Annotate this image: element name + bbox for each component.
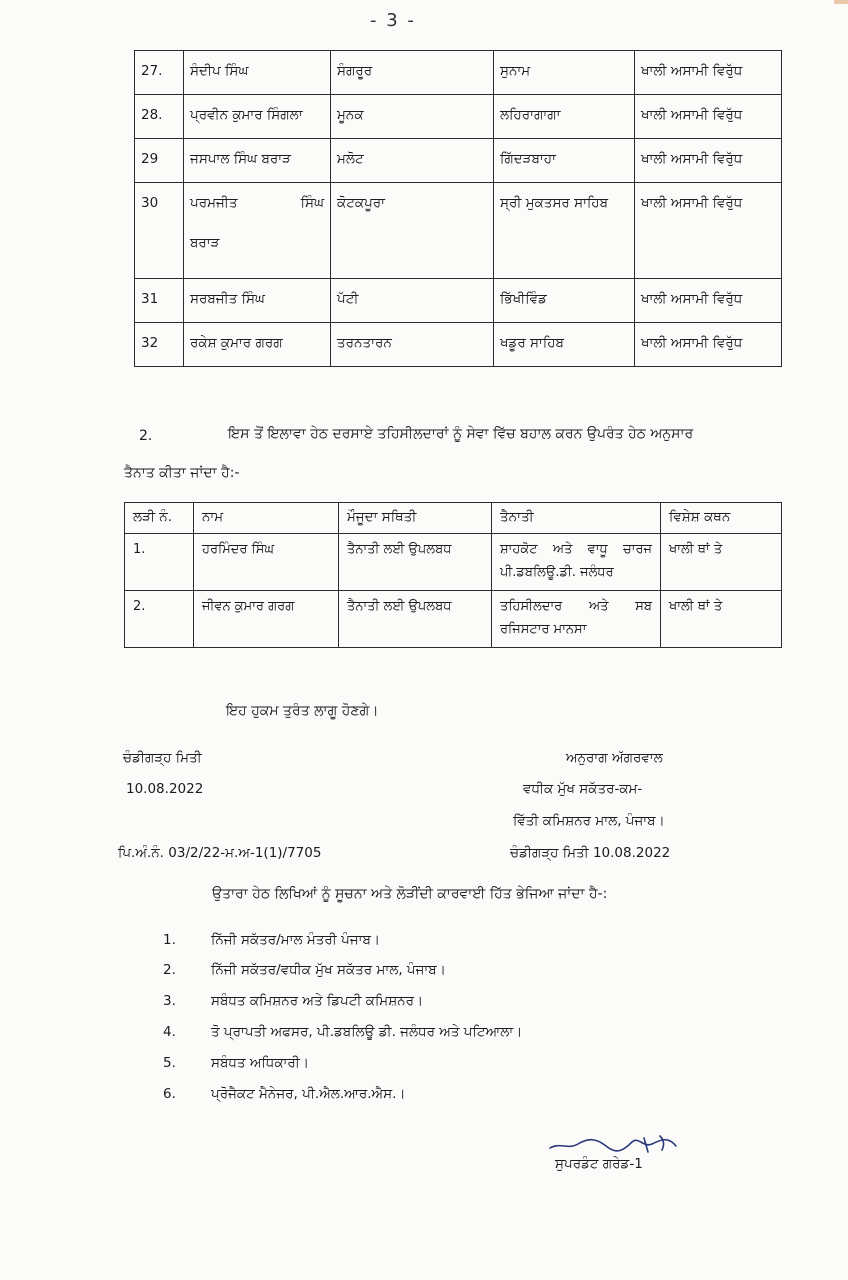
list-item xyxy=(163,932,380,948)
endorsement-number: ਪਿ.ਅੰ.ਨੰ. 03/2/22-ਮ.ਅ-1(1)/7705 xyxy=(118,845,322,861)
posting-word: ਸਬ xyxy=(635,599,652,614)
cell-remark: ਖਾਲੀ ਥਾਂ ਤੇ xyxy=(661,591,782,648)
header-posting: ਤੈਨਾਤੀ xyxy=(492,503,661,534)
cell-num: 30 xyxy=(135,183,184,279)
list-number: 3. xyxy=(163,993,176,1009)
list-item xyxy=(163,1086,405,1102)
list-item xyxy=(163,993,423,1009)
cell-name: ਸਰਬਜੀਤ ਸਿੰਘ xyxy=(184,279,331,323)
header-name: ਨਾਮ xyxy=(194,503,339,534)
cell-remark: ਖਾਲੀ ਅਸਾਮੀ ਵਿਰੁੱਧ xyxy=(635,279,782,323)
cell-num: 32 xyxy=(135,323,184,367)
posting-word: ਵਾਧੂ xyxy=(587,542,608,557)
cell-to: ਸ੍ਰੀ ਮੁਕਤਸਰ ਸਾਹਿਬ xyxy=(494,183,635,279)
cell-status: ਤੈਨਾਤੀ ਲਈ ਉਪਲਬਧ xyxy=(339,534,492,591)
table-header-row xyxy=(125,503,782,534)
cell-name: ਜੀਵਨ ਕੁਮਾਰ ਗਰਗ xyxy=(194,591,339,648)
list-text: ਨਿੱਜੀ ਸਕੱਤਰ/ਵਧੀਕ ਮੁੱਖ ਸਕੱਤਰ ਮਾਲ, ਪੰਜਾਬ। xyxy=(211,962,446,978)
posting-word: ਅਤੇ xyxy=(552,542,573,557)
list-text: ਨਿੱਜੀ ਸਕੱਤਰ/ਮਾਲ ਮੰਤਰੀ ਪੰਜਾਬ। xyxy=(211,932,381,948)
list-number: 1. xyxy=(163,932,176,948)
table-row xyxy=(135,51,782,95)
copy-intro: ਉਤਾਰਾ ਹੇਠ ਲਿਖਿਆਂ ਨੂੰ ਸੂਚਨਾ ਅਤੇ ਲੋੜੀਂਦੀ ਕਾਰਵਾਈ ਹਿੱਤ ਭੇਜਿਆ ਜਾਂਦਾ ਹੈ-: xyxy=(212,886,608,902)
order-date: 10.08.2022 xyxy=(126,781,204,797)
cell-remark: ਖਾਲੀ ਅਸਾਮੀ ਵਿਰੁੱਧ xyxy=(635,51,782,95)
handwritten-signature xyxy=(548,1132,688,1158)
cell-name: ਰਕੇਸ਼ ਕੁਮਾਰ ਗਰਗ xyxy=(184,323,331,367)
cell-to: ਸੁਨਾਮ xyxy=(494,51,635,95)
cell-name: ਸੰਦੀਪ ਸਿੰਘ xyxy=(184,51,331,95)
cell-name: ਜਸਪਾਲ ਸਿੰਘ ਬਰਾੜ xyxy=(184,139,331,183)
page-number: - 3 - xyxy=(370,10,416,31)
list-text: ਤੋ ਪ੍ਰਾਪਤੀ ਅਫਸਰ, ਪੀ.ਡਬਲਿਊ ਡੀ. ਜਲੰਧਰ ਅਤੇ ਪਟਿਆਲਾ। xyxy=(211,1024,523,1040)
table-row xyxy=(125,534,782,591)
cell-status: ਤੈਨਾਤੀ ਲਈ ਉਪਲਬਧ xyxy=(339,591,492,648)
cell-remark: ਖਾਲੀ ਅਸਾਮੀ ਵਿਰੁੱਧ xyxy=(635,323,782,367)
list-number: 6. xyxy=(163,1086,176,1102)
list-number: 5. xyxy=(163,1055,176,1071)
posting-word: ਅਤੇ xyxy=(588,599,609,614)
table-row xyxy=(125,591,782,648)
cell-posting xyxy=(492,591,661,648)
table-row xyxy=(135,183,782,279)
list-number: 2. xyxy=(163,962,176,978)
cell-from: ਸੰਗਰੂਰ xyxy=(331,51,494,95)
cell-remark: ਖਾਲੀ ਅਸਾਮੀ ਵਿਰੁੱਧ xyxy=(635,95,782,139)
cell-num: 29 xyxy=(135,139,184,183)
signatory-name: ਅਨੁਰਾਗ ਅੱਗਰਵਾਲ xyxy=(566,750,663,766)
cell-to: ਭਿੱਖੀਵਿੰਡ xyxy=(494,279,635,323)
table-row xyxy=(135,323,782,367)
transfer-table xyxy=(134,50,782,367)
cell-remark: ਖਾਲੀ ਅਸਾਮੀ ਵਿਰੁੱਧ xyxy=(635,183,782,279)
cell-num: 2. xyxy=(125,591,194,648)
paragraph-line-2: ਤੈਨਾਤ ਕੀਤਾ ਜਾਂਦਾ ਹੈ:- xyxy=(124,465,240,481)
header-status: ਮੌਜੂਦਾ ਸਥਿਤੀ xyxy=(339,503,492,534)
cell-name: ਹਰਮਿੰਦਰ ਸਿੰਘ xyxy=(194,534,339,591)
place-label: ਚੰਡੀਗੜ੍ਹ ਮਿਤੀ xyxy=(123,750,202,766)
list-item xyxy=(163,1055,309,1071)
name-part: ਸਿੰਘ xyxy=(300,195,324,211)
header-remark: ਵਿਸ਼ੇਸ਼ ਕਥਨ xyxy=(661,503,782,534)
cell-to: ਗਿੱਦੜਬਾਹਾ xyxy=(494,139,635,183)
superintendent-designation: ਸੁਪਰਡੰਟ ਗਰੇਡ-1 xyxy=(555,1156,643,1172)
posting-line-1 xyxy=(500,599,652,614)
list-text: ਪ੍ਰੋਜੈਕਟ ਮੈਨੇਜਰ, ਪੀ.ਐਲ.ਆਰ.ਐਸ.। xyxy=(211,1086,406,1102)
cell-from: ਤਰਨਤਾਰਨ xyxy=(331,323,494,367)
cell-num: 28. xyxy=(135,95,184,139)
cell-name xyxy=(184,183,331,279)
name-line-1 xyxy=(190,195,324,211)
table-row xyxy=(135,279,782,323)
list-item xyxy=(163,1024,522,1040)
cell-remark: ਖਾਲੀ ਥਾਂ ਤੇ xyxy=(661,534,782,591)
cell-to: ਖਡੂਰ ਸਾਹਿਬ xyxy=(494,323,635,367)
posting-word: ਸ਼ਾਹਕੋਟ xyxy=(500,542,538,557)
cell-num: 1. xyxy=(125,534,194,591)
posting-line-1 xyxy=(500,542,652,557)
cell-posting xyxy=(492,534,661,591)
header-num: ਲੜੀ ਨੰ. xyxy=(125,503,194,534)
list-item xyxy=(163,962,446,978)
name-part: ਪਰਮਜੀਤ xyxy=(190,195,238,211)
posting-word: ਤਹਿਸੀਲਦਾਰ xyxy=(500,599,563,614)
cell-num: 27. xyxy=(135,51,184,95)
cell-from: ਮੂਨਕ xyxy=(331,95,494,139)
cell-from: ਕੋਟਕਪੂਰਾ xyxy=(331,183,494,279)
cell-num: 31 xyxy=(135,279,184,323)
paragraph-line-1: ਇਸ ਤੋਂ ਇਲਾਵਾ ਹੇਠ ਦਰਸਾਏ ਤਹਿਸੀਲਦਾਰਾਂ ਨੂੰ ਸੇਵਾ ਵਿੱਚ ਬਹਾਲ ਕਰਨ ਉਪਰੰਤ ਹੇਠ ਅਨੁਸਾਰ xyxy=(228,426,694,442)
scan-edge-mark xyxy=(834,0,848,4)
list-number: 4. xyxy=(163,1024,176,1040)
posting-word: ਚਾਰਜ xyxy=(622,542,652,557)
reinstatement-table xyxy=(124,502,782,648)
posting-line-2: ਪੀ.ਡਬਲਿਊ.ਡੀ. ਜਲੰਧਰ xyxy=(500,565,614,580)
list-text: ਸਬੰਧਤ ਕਮਿਸ਼ਨਰ ਅਤੇ ਡਿਪਟੀ ਕਮਿਸ਼ਨਰ। xyxy=(211,993,424,1009)
posting-line-2: ਰਜਿਸਟਾਰ ਮਾਨਸਾ xyxy=(500,622,587,637)
list-text: ਸਬੰਧਤ ਅਧਿਕਾਰੀ। xyxy=(211,1055,309,1071)
order-text: ਇਹ ਹੁਕਮ ਤੁਰੰਤ ਲਾਗੂ ਹੋਣਗੇ। xyxy=(226,703,379,719)
signatory-title-2: ਵਿੱਤੀ ਕਮਿਸ਼ਨਰ ਮਾਲ, ਪੰਜਾਬ। xyxy=(513,813,665,829)
table-row xyxy=(135,95,782,139)
table-row xyxy=(135,139,782,183)
endorsement-date: ਚੰਡੀਗੜ੍ਹ ਮਿਤੀ 10.08.2022 xyxy=(510,845,671,861)
cell-from: ਮਲੋਟ xyxy=(331,139,494,183)
cell-to: ਲਹਿਰਾਗਾਗਾ xyxy=(494,95,635,139)
signatory-title-1: ਵਧੀਕ ਮੁੱਖ ਸਕੱਤਰ-ਕਮ- xyxy=(523,781,643,797)
paragraph-number: 2. xyxy=(139,428,153,444)
cell-name: ਪ੍ਰਵੀਨ ਕੁਮਾਰ ਸਿੰਗਲਾ xyxy=(184,95,331,139)
cell-from: ਪੱਟੀ xyxy=(331,279,494,323)
name-line-2: ਬਰਾੜ xyxy=(190,235,220,251)
cell-remark: ਖਾਲੀ ਅਸਾਮੀ ਵਿਰੁੱਧ xyxy=(635,139,782,183)
